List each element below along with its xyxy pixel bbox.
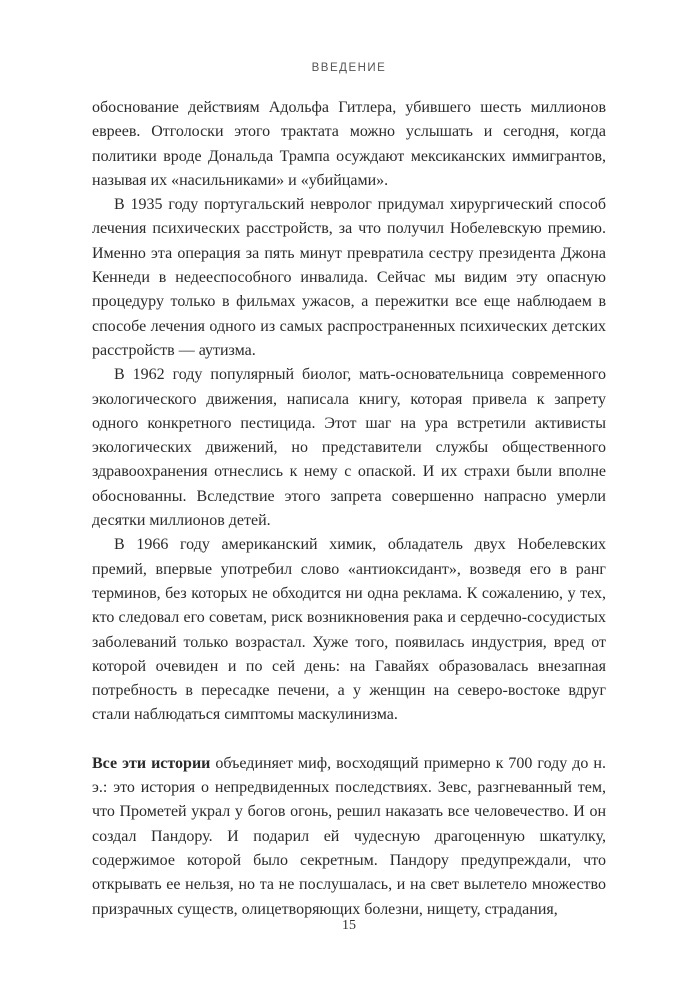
running-head: ВВЕДЕНИЕ bbox=[311, 62, 387, 74]
paragraph-1966: В 1966 году американский химик, обладатель двух Нобелевских премий, впервые употребил слово «антиоксидант», возведя его в ранг терминов, без которых не обходится ни одна реклама. К сожалению, у тех, кто следовал его советам, риск возникновения рака и сердечно-сосудистых заболеваний только возрастал. Хуже того, появилась индустрия, вред от которой очевиден и по сей день: на Гавайях образовалась внезапная потребность в пересадке печени, а у женщин на северо-востоке вдруг стали наблюдаться симптомы маскулинизма. bbox=[92, 536, 606, 724]
section-lead-rest: объединяет миф, восходящий примерно к 700 году до н. э.: это история о непредвиденных последствиях. Зевс, разгневанный тем, что Прометей украл у богов огонь, решил наказать все человечество. И он создал Пандору. И подарил ей чудесную драгоценную шкатулку, содержимое которой было секретным. Пандору предупреждали, что открывать ее нельзя, но та не послушалась, и на свет вылетело множество призрачных существ, олицетворяющих болезни, нищету, страдания, bbox=[92, 754, 606, 918]
paragraph-1962: В 1962 году популярный биолог, мать-основательница современного экологического движения, написала книгу, которая привела к запрету одного конкретного пестицида. Этот шаг на ура встретили активисты экологических движений, но представители службы общественного здравоохранения отнеслись к нему с опаской. И их страхи были вполне обоснованны. Вследствие этого запрета совершенно напрасно умерли десятки миллионов детей. bbox=[92, 366, 606, 530]
body-text bbox=[92, 96, 606, 922]
paragraph-1935: В 1935 году португальский невролог придумал хирургический способ лечения психических расстройств, за что получил Нобелевскую премию. Именно эта операция за пять минут превратила сестру президента Джона Кеннеди в недееспособного инвалида. Сейчас мы видим эту опасную процедуру только в фильмах ужасов, а пережитки все еще наблюдаем в способе лечения одного из самых распространенных психических детских расстройств — аутизма. bbox=[92, 196, 606, 359]
paragraph-continuation: обоснование действиям Адольфа Гитлера, убившего шесть миллионов евреев. Отголоски этого трактата можно услышать и сегодня, когда политики вроде Дональда Трампа осуждают мексиканских иммигрантов, называя их «насильниками» и «убийцами». bbox=[92, 99, 606, 189]
page-number: 15 bbox=[342, 918, 356, 933]
section-lead-bold: Все эти истории bbox=[92, 754, 211, 772]
paragraph-pandora bbox=[92, 752, 606, 922]
